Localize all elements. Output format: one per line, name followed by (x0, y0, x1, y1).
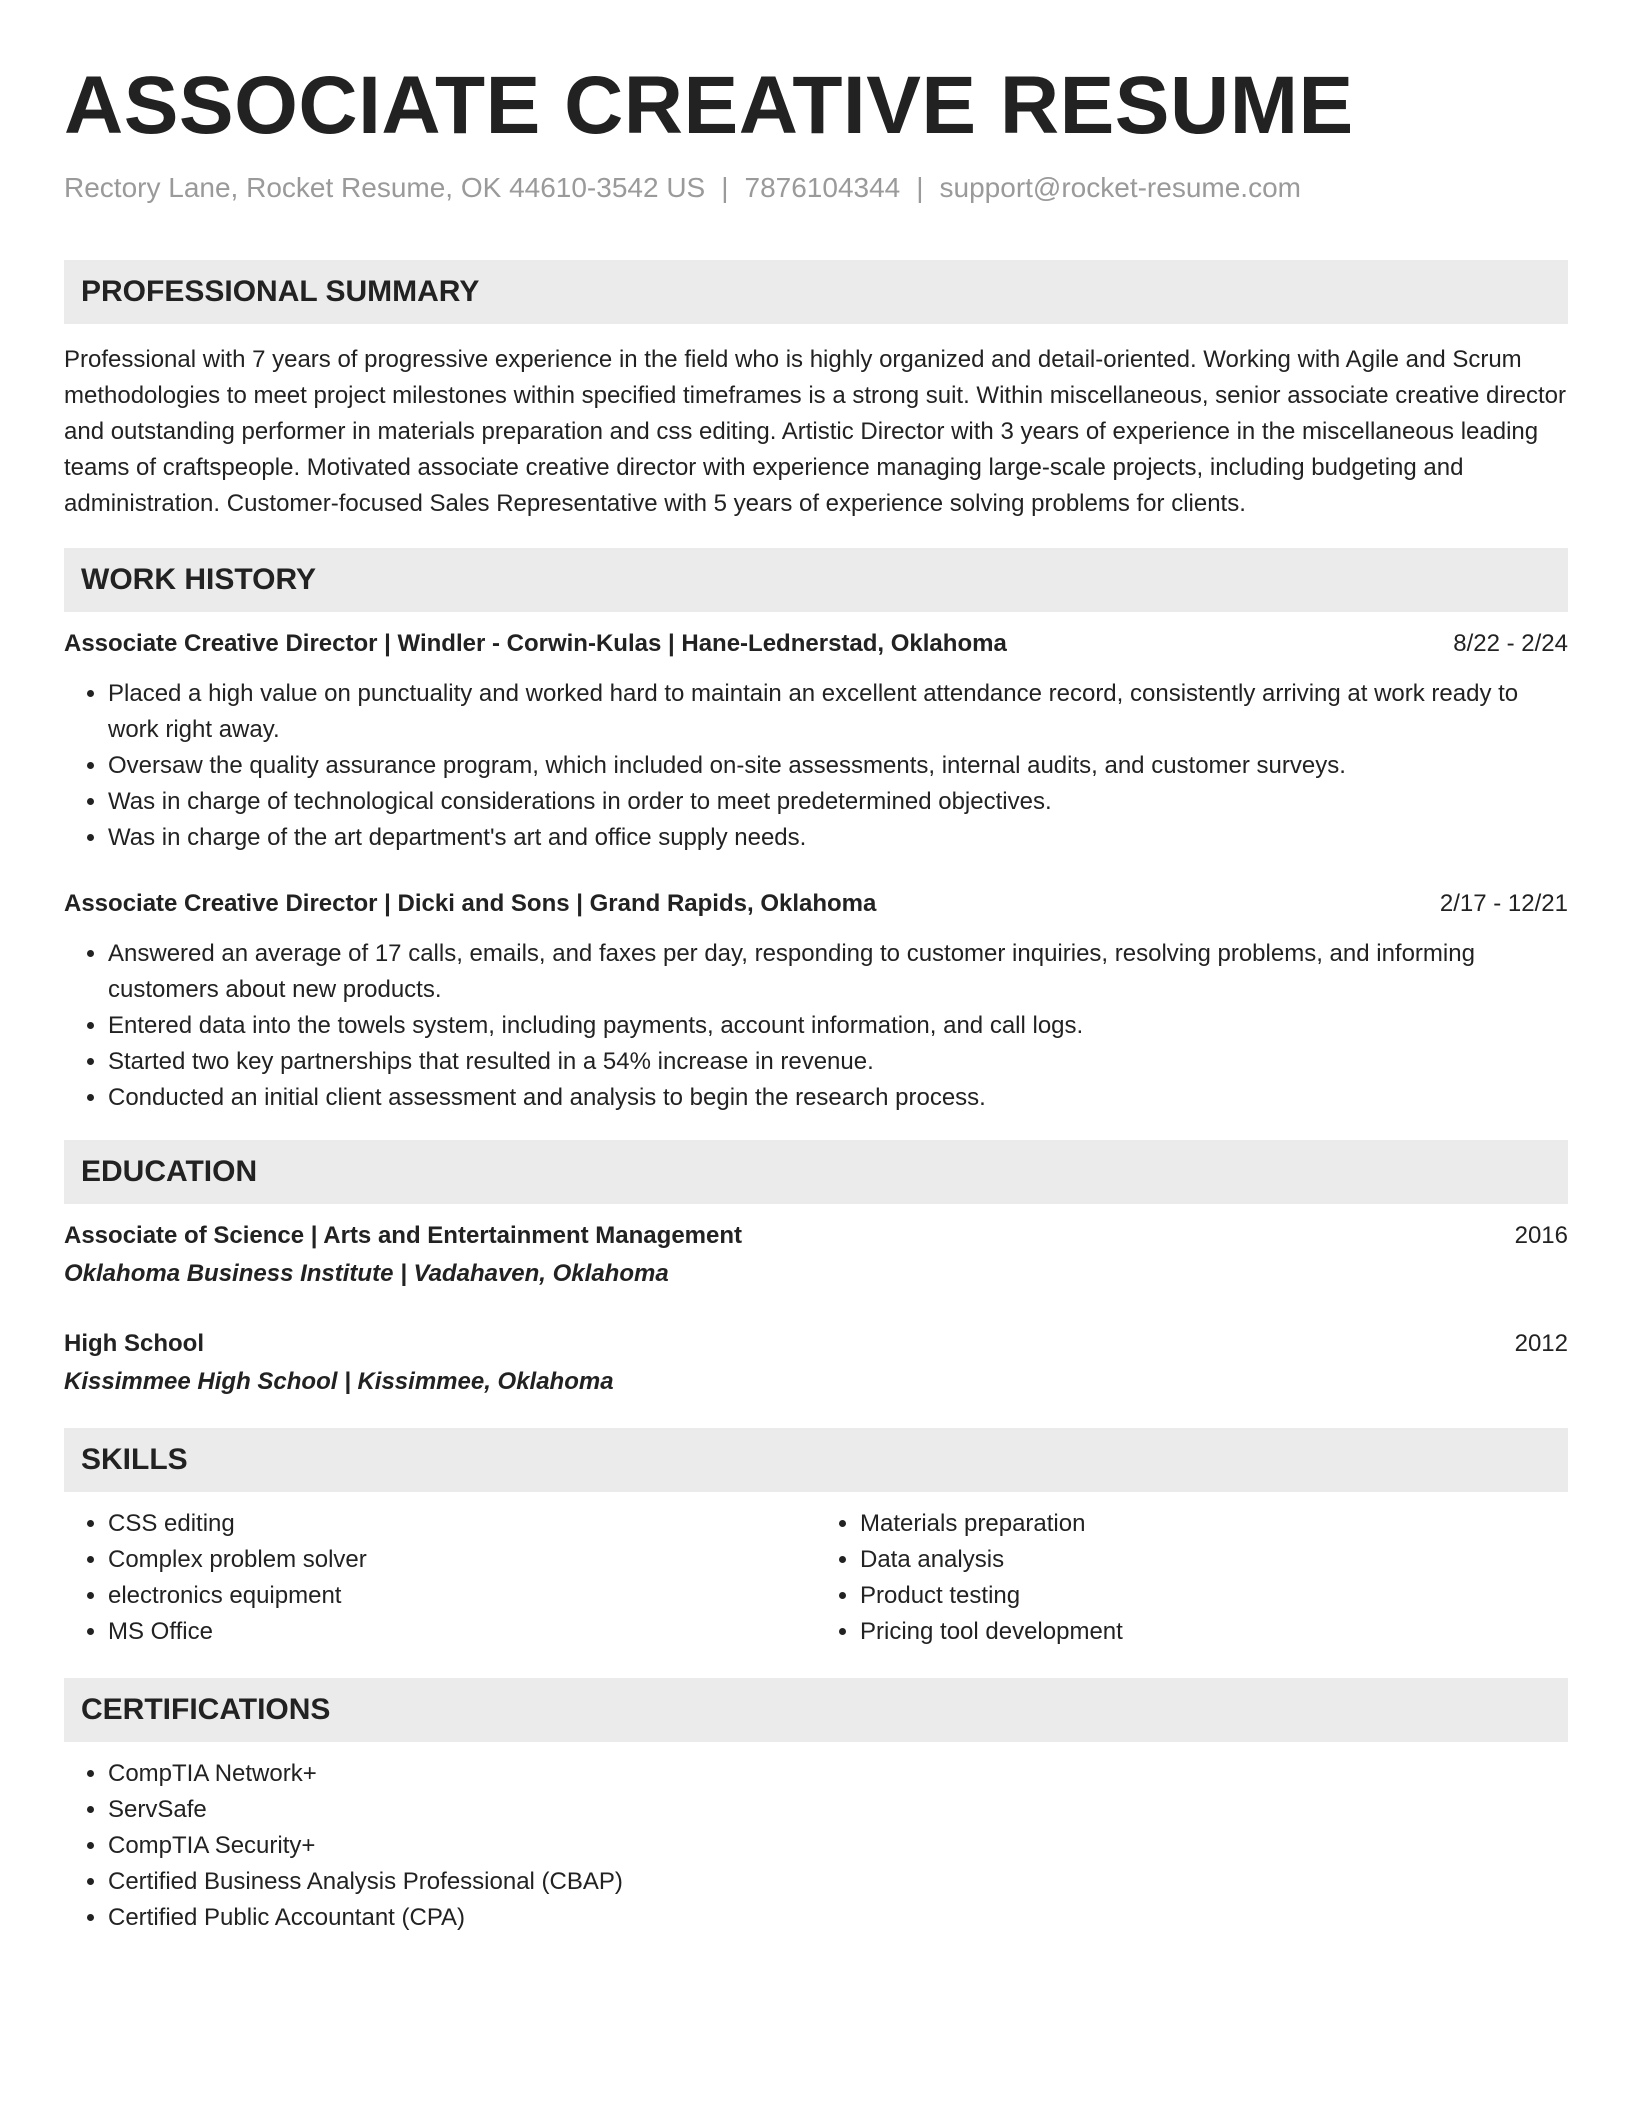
education-school: Oklahoma Business Institute | Vadahaven, Oklahoma (64, 1260, 669, 1287)
list-item: • Conducted an initial client assessment and analysis to begin the research process. (108, 1080, 1568, 1116)
list-item: • Product testing (860, 1578, 1568, 1614)
education-year: 2012 (1514, 1330, 1568, 1357)
job-dates: 8/22 - 2/24 (1453, 630, 1568, 657)
skills-column-left (64, 1506, 816, 1650)
job-dates: 2/17 - 12/21 (1439, 890, 1568, 917)
list-item: • Was in charge of technological considerations in order to meet predetermined objectives. (108, 784, 1568, 820)
resume-title: ASSOCIATE CREATIVE RESUME (64, 60, 1354, 151)
job-entry (64, 886, 1568, 1116)
contact-separator: | (721, 172, 729, 203)
list-item: • CompTIA Security+ (108, 1828, 1568, 1864)
skills-list (64, 1506, 1568, 1650)
job-header (64, 626, 1568, 662)
list-item: • Pricing tool development (860, 1614, 1568, 1650)
list-item: • Started two key partnerships that resulted in a 54% increase in revenue. (108, 1044, 1568, 1080)
certifications-list (64, 1756, 1568, 1936)
list-item: • electronics equipment (108, 1578, 816, 1614)
list-item: • CSS editing (108, 1506, 816, 1542)
skills-column-right (816, 1506, 1568, 1650)
list-item: • Materials preparation (860, 1506, 1568, 1542)
list-item: • Data analysis (860, 1542, 1568, 1578)
list-item: • MS Office (108, 1614, 816, 1650)
contact-email: support@rocket-resume.com (939, 172, 1301, 203)
contact-separator: | (916, 172, 924, 203)
contact-line (64, 170, 1568, 206)
education-school: Kissimmee High School | Kissimmee, Oklahoma (64, 1368, 614, 1395)
summary-text: Professional with 7 years of progressive experience in the field who is highly organized and detail-oriented. Working with Agile and Scrum methodologies to meet project milestones within specified timeframes is a strong suit. Within miscellaneous, senior associate creative director and outstanding performer in materials preparation and css editing. Artistic Director with 3 years of experience in the miscellaneous leading teams of craftspeople. Motivated associate creative director with experience managing large-scale projects, including budgeting and administration. Customer-focused Sales Representative with 5 years of experience solving problems for clients. (64, 346, 1566, 517)
contact-phone: 7876104344 (744, 172, 901, 203)
job-title: Associate Creative Director | Dicki and Sons | Grand Rapids, Oklahoma (64, 890, 877, 917)
list-item: • Complex problem solver (108, 1542, 816, 1578)
list-item: • CompTIA Network+ (108, 1756, 1568, 1792)
list-item: • Placed a high value on punctuality and worked hard to maintain an excellent attendance record, consistently arriving at work ready to work right away. (108, 676, 1568, 748)
education-header (64, 1326, 1568, 1362)
list-item: • Answered an average of 17 calls, emails, and faxes per day, responding to customer inquiries, resolving problems, and informing customers about new products. (108, 936, 1568, 1008)
education-header (64, 1218, 1568, 1254)
section-heading-summary: PROFESSIONAL SUMMARY (64, 260, 1568, 324)
list-item: • Certified Public Accountant (CPA) (108, 1900, 1568, 1936)
education-degree: High School (64, 1330, 204, 1357)
list-item: • Oversaw the quality assurance program, which included on-site assessments, internal audits, and customer surveys. (108, 748, 1568, 784)
job-entry (64, 626, 1568, 856)
section-heading-education: EDUCATION (64, 1140, 1568, 1204)
education-entry (64, 1326, 1568, 1400)
job-header (64, 886, 1568, 922)
job-bullets (64, 676, 1568, 856)
job-title: Associate Creative Director | Windler - Corwin-Kulas | Hane-Lednerstad, Oklahoma (64, 630, 1007, 657)
education-entry (64, 1218, 1568, 1292)
education-year: 2016 (1514, 1222, 1568, 1249)
list-item: • ServSafe (108, 1792, 1568, 1828)
education-degree: Associate of Science | Arts and Entertainment Management (64, 1222, 742, 1249)
contact-address: Rectory Lane, Rocket Resume, OK 44610-3542 US (64, 172, 706, 203)
list-item: • Certified Business Analysis Professional (CBAP) (108, 1864, 1568, 1900)
section-heading-certifications: CERTIFICATIONS (64, 1678, 1568, 1742)
section-heading-skills: SKILLS (64, 1428, 1568, 1492)
list-item: • Entered data into the towels system, including payments, account information, and call logs. (108, 1008, 1568, 1044)
job-bullets (64, 936, 1568, 1116)
list-item: • Was in charge of the art department's art and office supply needs. (108, 820, 1568, 856)
section-heading-work: WORK HISTORY (64, 548, 1568, 612)
